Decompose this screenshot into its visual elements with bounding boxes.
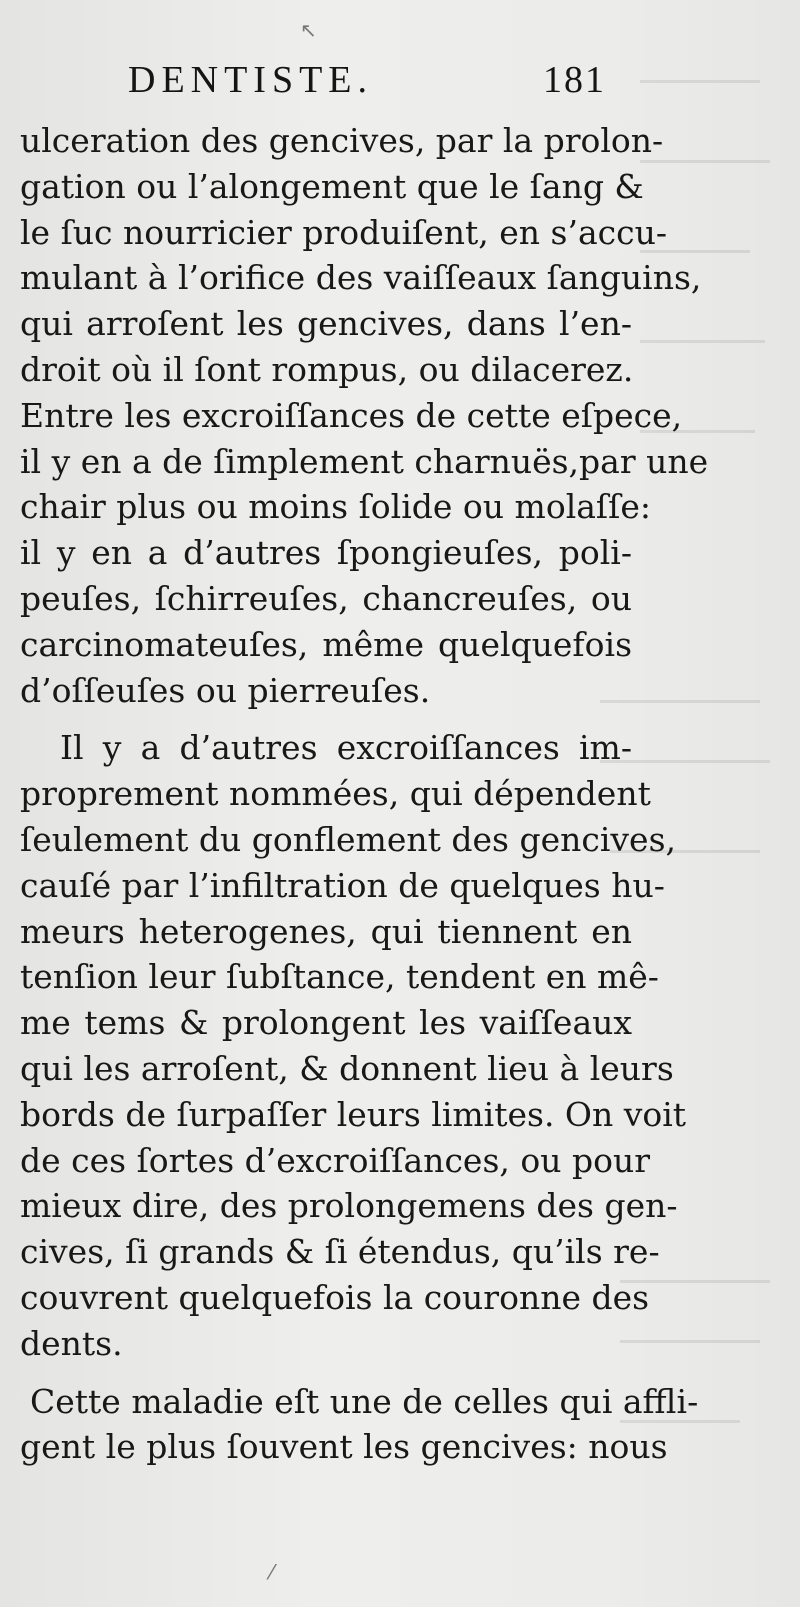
text-line: gent le plus ſouvent les gencives: nous xyxy=(20,1427,668,1467)
paragraph-gap xyxy=(20,713,632,725)
text-line: Il y a d’autres excroiſſances im- xyxy=(60,728,632,768)
text-line: me tems & prolongent les vaiſſeaux xyxy=(20,1003,632,1043)
text-line: Cette maladie eſt une de celles qui affli- xyxy=(30,1381,699,1421)
text-line: peuſes, ſchirreuſes, chancreuſes, ou xyxy=(20,578,632,618)
text-line: il y en a d’autres ſpongieuſes, poli- xyxy=(20,533,632,573)
page-number: 181 xyxy=(543,59,606,101)
text-line: chair plus ou moins ſolide ou molaſſe: xyxy=(20,487,651,527)
text-line: ſeulement du gonflement des gencives, xyxy=(20,819,677,859)
pencil-mark-bottom: ⁄ xyxy=(270,1560,274,1584)
text-line: il y en a de ſimplement charnuës,par une xyxy=(20,441,709,481)
running-header xyxy=(0,58,800,108)
pencil-mark-top: ↖ xyxy=(300,18,317,42)
text-line: d’oſſeuſes ou pierreuſes. xyxy=(20,670,431,710)
text-line: bords de ſurpaſſer leurs limites. On voit xyxy=(20,1094,687,1134)
text-line: le ſuc nourricier produiſent, en s’accu- xyxy=(20,212,667,252)
text-line: mieux dire, des prolongemens des gen- xyxy=(20,1186,678,1226)
text-line: proprement nommées, qui dépendent xyxy=(20,774,651,814)
text-line: cauſé par l’infiltration de quelques hu- xyxy=(20,865,665,905)
text-line: carcinomateuſes, même quelquefois xyxy=(20,624,632,664)
paragraph xyxy=(20,1379,699,1471)
paragraph xyxy=(20,725,687,1366)
text-line: couvrent quelquefois la couronne des xyxy=(20,1277,650,1317)
paragraph-gap xyxy=(20,1367,632,1379)
text-line: dents. xyxy=(20,1323,123,1363)
text-line: Entre les excroiſſances de cette eſpece, xyxy=(20,395,683,435)
text-line: gation ou l’alongement que le ſang & xyxy=(20,166,644,206)
text-line: meurs heterogenes, qui tiennent en xyxy=(20,911,632,951)
running-head-title: DENTISTE. xyxy=(128,59,374,101)
body-text xyxy=(20,118,709,1470)
text-line: cives, ſi grands & ſi étendus, qu’ils re- xyxy=(20,1232,660,1272)
text-line: tenſion leur ſubſtance, tendent en mê- xyxy=(20,957,659,997)
text-line: ulceration des gencives, par la prolon- xyxy=(20,121,664,160)
text-line: qui arroſent les gencives, dans l’en- xyxy=(20,304,632,344)
text-line: mulant à l’orifice des vaiſſeaux ſanguins, xyxy=(20,258,702,298)
paragraph xyxy=(20,118,709,713)
text-line: qui les arroſent, & donnent lieu à leurs xyxy=(20,1048,674,1088)
text-line: de ces ſortes d’excroiſſances, ou pour xyxy=(20,1140,650,1180)
text-line: droit où il ſont rompus, ou dilacerez. xyxy=(20,349,634,389)
